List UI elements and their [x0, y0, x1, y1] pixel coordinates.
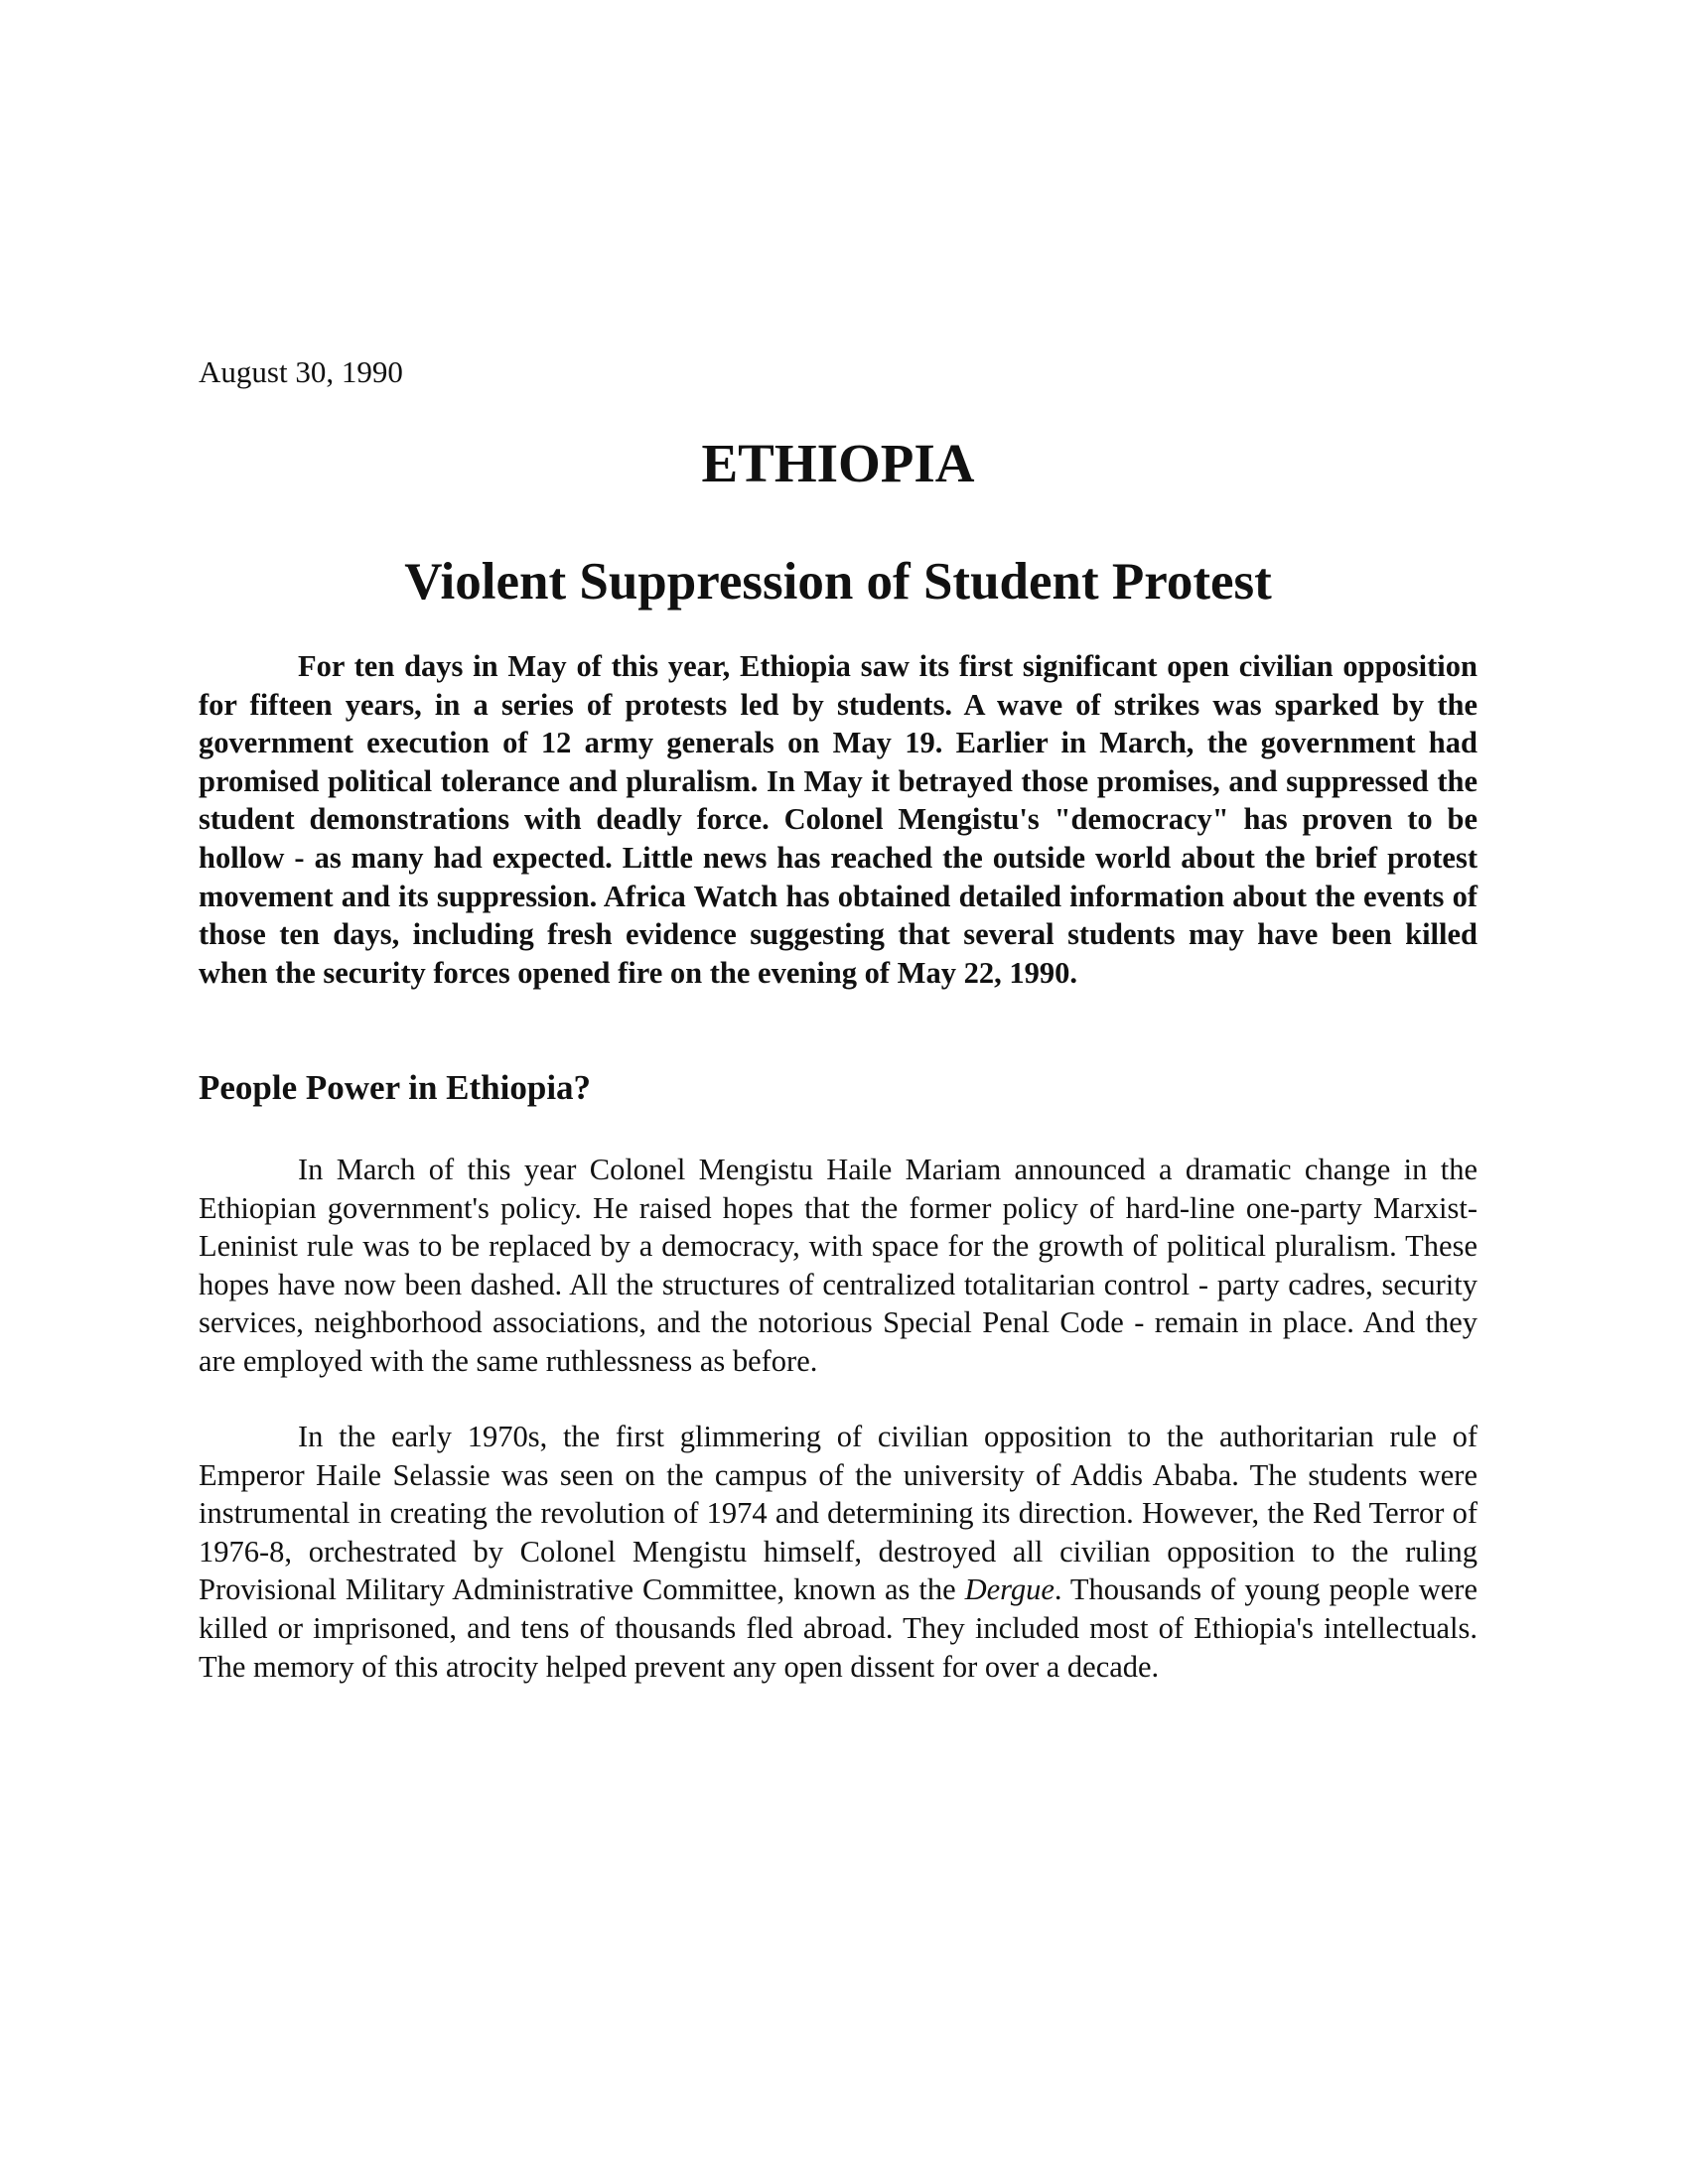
intro-paragraph: For ten days in May of this year, Ethiopia saw its first significant open civilian opposition for fifteen years, in a series of protests led by students. A wave of strikes was sparked by the government execution of 12 army generals on May 19. Earlier in March, the government had promised political tolerance and pluralism. In May it betrayed those promises, and suppressed the student demonstrations with deadly force. Colonel Mengistu's "democracy" has proven to be hollow - as many had expected. Little news has reached the outside world about the brief protest movement and its suppression. Africa Watch has obtained detailed information about the events of those ten days, including fresh evidence suggesting that several students may have been killed when the security forces opened fire on the evening of May 22, 1990.	[199, 649, 1477, 990]
body-paragraph-1: In March of this year Colonel Mengistu Haile Mariam announced a dramatic change in the Ethiopian government's policy. He raised hopes that the former policy of hard-line one-party Marxist-Leninist rule was to be replaced by a democracy, with space for the growth of political pluralism. These hopes have now been dashed. All the structures of centralized totalitarian control - party cadres, security services, neighborhood associations, and the notorious Special Penal Code - remain in place. And they are employed with the same ruthlessness as before.	[199, 1153, 1477, 1378]
dergue-italic-term: Dergue	[964, 1572, 1055, 1607]
document-date: August 30, 1990	[199, 354, 403, 389]
body-paragraph-2-text-start: In the early 1970s, the first glimmering of civilian opposition to the authoritarian rule of Emperor Haile Selassie was seen on the campus of the university of Addis Ababa. The students were instrumental in creating the revolution of 1974 and determining its direction. However, the Red Terror of 1976-8, orchestrated by Colonel Mengistu himself, destroyed all civilian opposition to the ruling Provisional Military Administrative Committee, known as the	[199, 1420, 1477, 1607]
section-heading: People Power in Ethiopia?	[199, 1068, 592, 1107]
body-paragraph-2	[199, 1418, 1477, 1686]
document-subtitle: Violent Suppression of Student Protest	[404, 553, 1272, 611]
document-title: ETHIOPIA	[701, 433, 975, 493]
body-paragraph-2-text-end: . Thousands of young people were killed or imprisoned, and tens of thousands fled abroad. They included most of Ethiopia's intellectuals. The memory of this atrocity helped prevent any open dissent for over a decade.	[199, 1572, 1477, 1684]
